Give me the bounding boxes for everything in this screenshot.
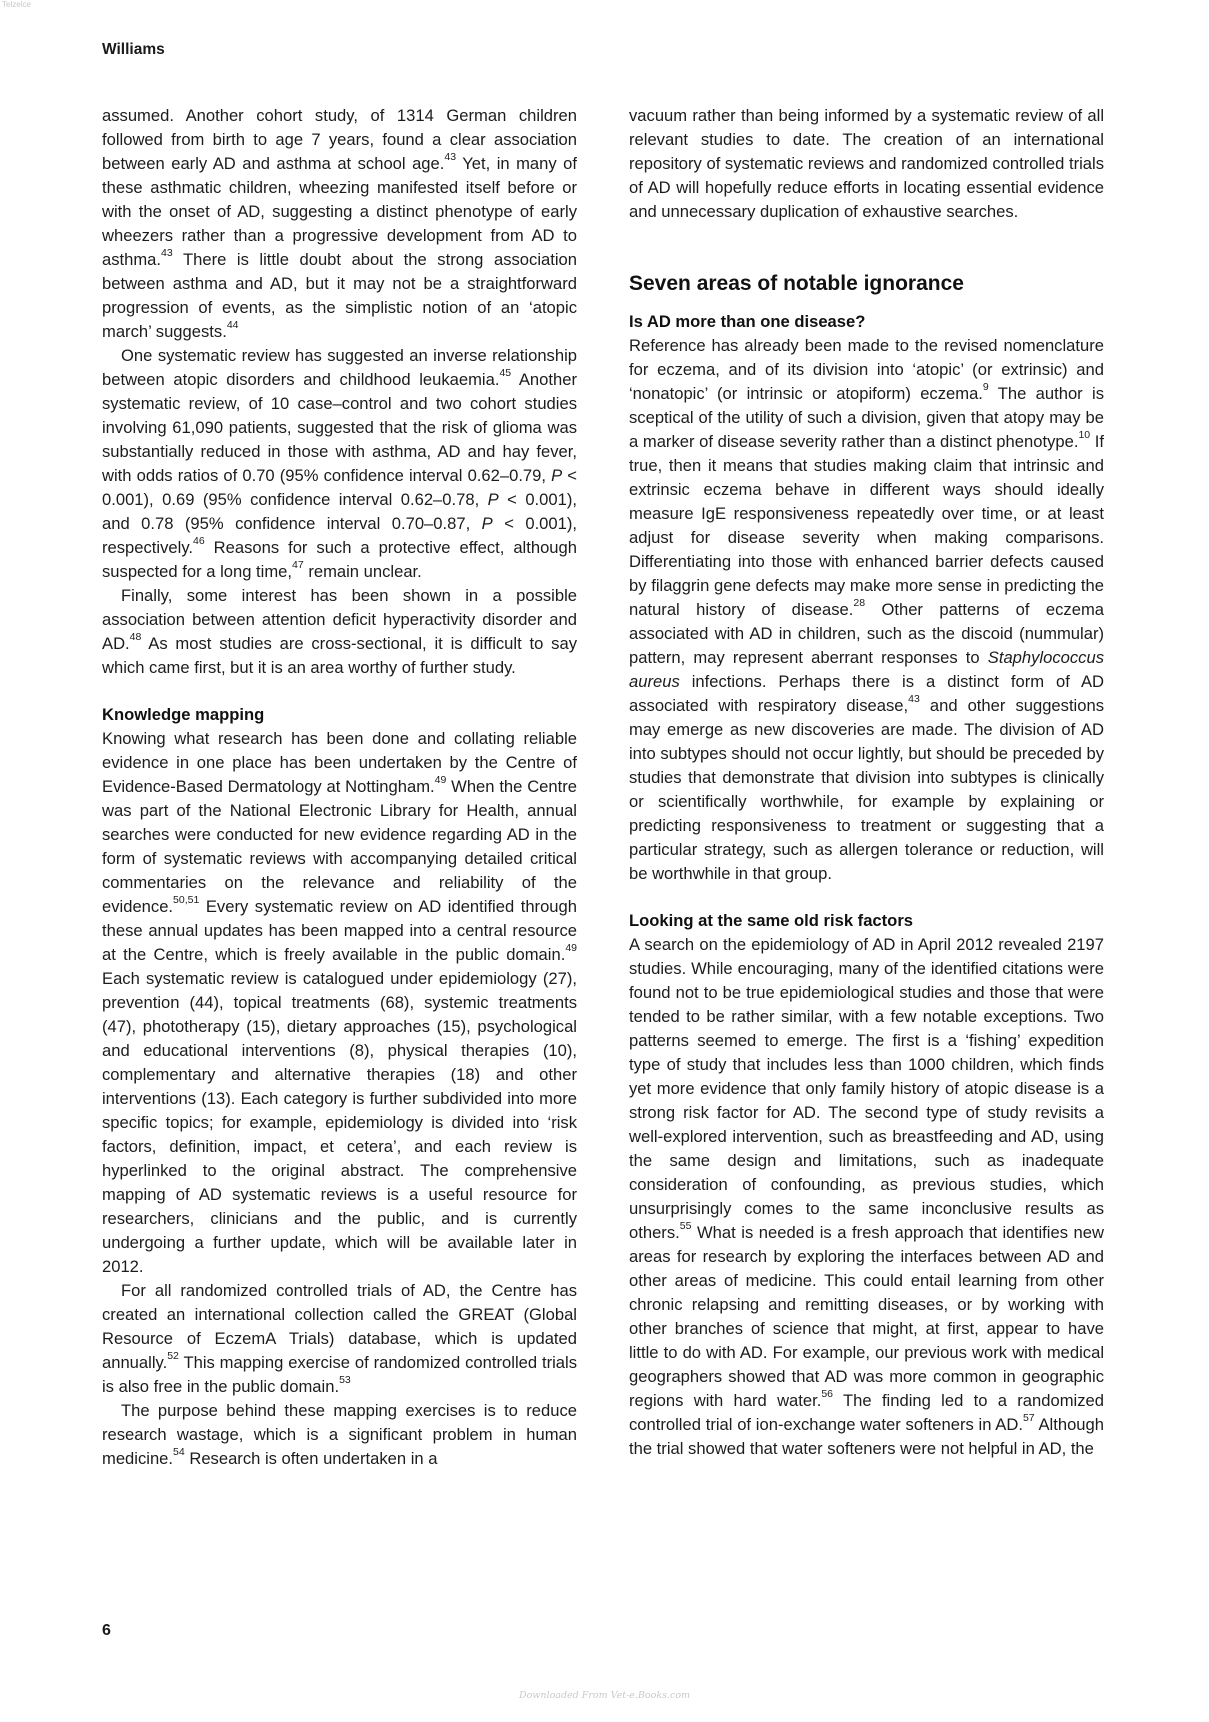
bottom-watermark: Downloaded From Vet-e.Books.com bbox=[518, 1690, 691, 1701]
paragraph: One systematic review has suggested an inverse relationship between atopic disorders and childhood leukaemia.$^{45}$ Another systematic review, of 10 case–control and two cohort studies involving 61,090 patients, suggested that the risk of glioma was substantially reduced in those with asthma, AD and hay fever, with odds ratios of 0.70 (95% confidence interval 0.62–0.79, P < 0.001), 0.69 (95% confidence interval 0.62–0.78, P < 0.001), and 0.78 (95% confidence interval 0.70–0.87, P < 0.001), respectively.$^{46}$ Reasons for such a protective effect, although suspected for a long time,$^{47}$ remain unclear. bbox=[102, 346, 577, 581]
left-column bbox=[102, 104, 577, 1471]
page-number: 6 bbox=[102, 1622, 111, 1639]
paragraph: vacuum rather than being informed by a systematic review of all relevant studies to date. The creation of an international repository of systematic reviews and randomized controlled trials of AD will hopefully reduce efforts in locating essential evidence and unnecessary duplication of exhaustive searches. bbox=[629, 106, 1104, 221]
paragraph: Reference has already been made to the revised nomenclature for eczema, and of its division into ‘atopic’ (or extrinsic) and ‘nonatopic’ (or intrinsic or atopiform) eczema.$^9$ The author is sceptical of the utility of such a division, given that atopy may be a marker of disease severity rather than a distinct phenotype.$^{10}$ If true, then it means that studies making claim that intrinsic and extrinsic eczema behave in different ways should ideally measure IgE responsiveness repeatedly over time, or at least adjust for disease severity when making comparisons. Differentiating into those with enhanced barrier defects caused by filaggrin gene defects may make more sense in predicting the natural history of disease.$^{28}$ Other patterns of eczema associated with AD in children, such as the discoid (nummular) pattern, may represent aberrant responses to Staphylococcus aureus infections. Perhaps there is a distinct form of AD associated with respiratory disease,$^{43}$ and other suggestions may emerge as new discoveries are made. The division of AD into subtypes should not occur lightly, but should be preceded by studies that demonstrate that division into subtypes is clinically or scientifically worthwhile, for example by explaining or predicting responsiveness to treatment or suggesting that a particular strategy, such as allergen tolerance or reduction, will be worthwhile in that group. bbox=[629, 336, 1104, 883]
paragraph: Knowing what research has been done and collating reliable evidence in one place has been undertaken by the Centre of Evidence-Based Dermatology at Nottingham.$^{49}$ When the Centre was part of the National Electronic Library for Health, annual searches were conducted for new evidence regarding AD in the form of systematic reviews with accompanying detailed critical commentaries on the relevance and reliability of the evidence.$^{50,51}$ Every systematic review on AD identified through these annual updates has been mapped into a central resource at the Centre, which is freely available in the public domain.$^{49}$ Each systematic review is catalogued under epidemiology (27), prevention (44), topical treatments (68), systemic treatments (47), phototherapy (15), dietary approaches (15), psychological and educational interventions (8), physical therapies (10), complementary and alternative therapies (18) and other interventions (13). Each category is further subdivided into more specific topics; for example, epidemiology is divided into ‘risk factors, definition, impact, et cetera’, and each review is hyperlinked to the original abstract. The comprehensive mapping of AD systematic reviews is a useful resource for researchers, clinicians and the public, and is currently undergoing a further update, which will be available later in 2012. bbox=[102, 729, 577, 1276]
right-column bbox=[629, 104, 1104, 1461]
subsection-heading-risk-factors: Looking at the same old risk factors bbox=[629, 911, 914, 930]
paragraph: The purpose behind these mapping exercises is to reduce research wastage, which is a significant problem in human medicine.$^{54}$ Research is often undertaken in a bbox=[102, 1401, 577, 1468]
paragraph: assumed. Another cohort study, of 1314 German children followed from birth to age 7 years, found a clear association between early AD and asthma at school age.$^{43}$ Yet, in many of these asthmatic children, wheezing manifested itself before or with the onset of AD, suggesting a distinct phenotype of early wheezers rather than a progressive development from AD to asthma.$^{43}$ There is little doubt about the strong association between asthma and AD, but it may not be a straightforward progression of events, as the simplistic notion of an ‘atopic march’ suggests.$^{44}$ bbox=[102, 106, 577, 341]
section-heading-seven-areas: Seven areas of notable ignorance bbox=[629, 272, 964, 295]
paragraph: A search on the epidemiology of AD in April 2012 revealed 2197 studies. While encouraging, many of the identified citations were found not to be true epidemiological studies and those that were tended to be rather similar, with a few notable exceptions. Two patterns seemed to emerge. The first is a ‘fishing’ expedition type of study that includes less than 1000 children, which finds yet more evidence that only family history of atopic disease is a strong risk factor for AD. The second type of study revisits a well-explored intervention, such as breastfeeding and AD, using the same design and limitations, such as inadequate consideration of confounding, as previous studies, which unsurprisingly comes to the same inconclusive results as others.$^{55}$ What is needed is a fresh approach that identifies new areas for research by exploring the interfaces between AD and other areas of medicine. This could entail learning from other chronic relapsing and remitting diseases, or by working with other branches of science that might, at first, appear to have little to do with AD. For example, our previous work with medical geographers showed that AD was more common in geographic regions with hard water.$^{56}$ The finding led to a randomized controlled trial of ion-exchange water softeners in AD.$^{57}$ Although the trial showed that water softeners were not helpful in AD, the bbox=[629, 935, 1104, 1458]
section-heading-knowledge-mapping: Knowledge mapping bbox=[102, 705, 265, 724]
paragraph: Finally, some interest has been shown in a possible association between attention deficit hyperactivity disorder and AD.$^{48}$ As most studies are cross-sectional, it is difficult to say which came first, but it is an area worthy of further study. bbox=[102, 586, 577, 677]
subsection-heading-more-than-one-disease: Is AD more than one disease? bbox=[629, 312, 866, 331]
paragraph: For all randomized controlled trials of AD, the Centre has created an international collection called the GREAT (Global Resource of EczemA Trials) database, which is updated annually.$^{52}$ This mapping exercise of randomized controlled trials is also free in the public domain.$^{53}$ bbox=[102, 1281, 577, 1396]
top-watermark: Telzelce bbox=[2, 0, 31, 9]
running-head-author: Williams bbox=[102, 41, 165, 58]
